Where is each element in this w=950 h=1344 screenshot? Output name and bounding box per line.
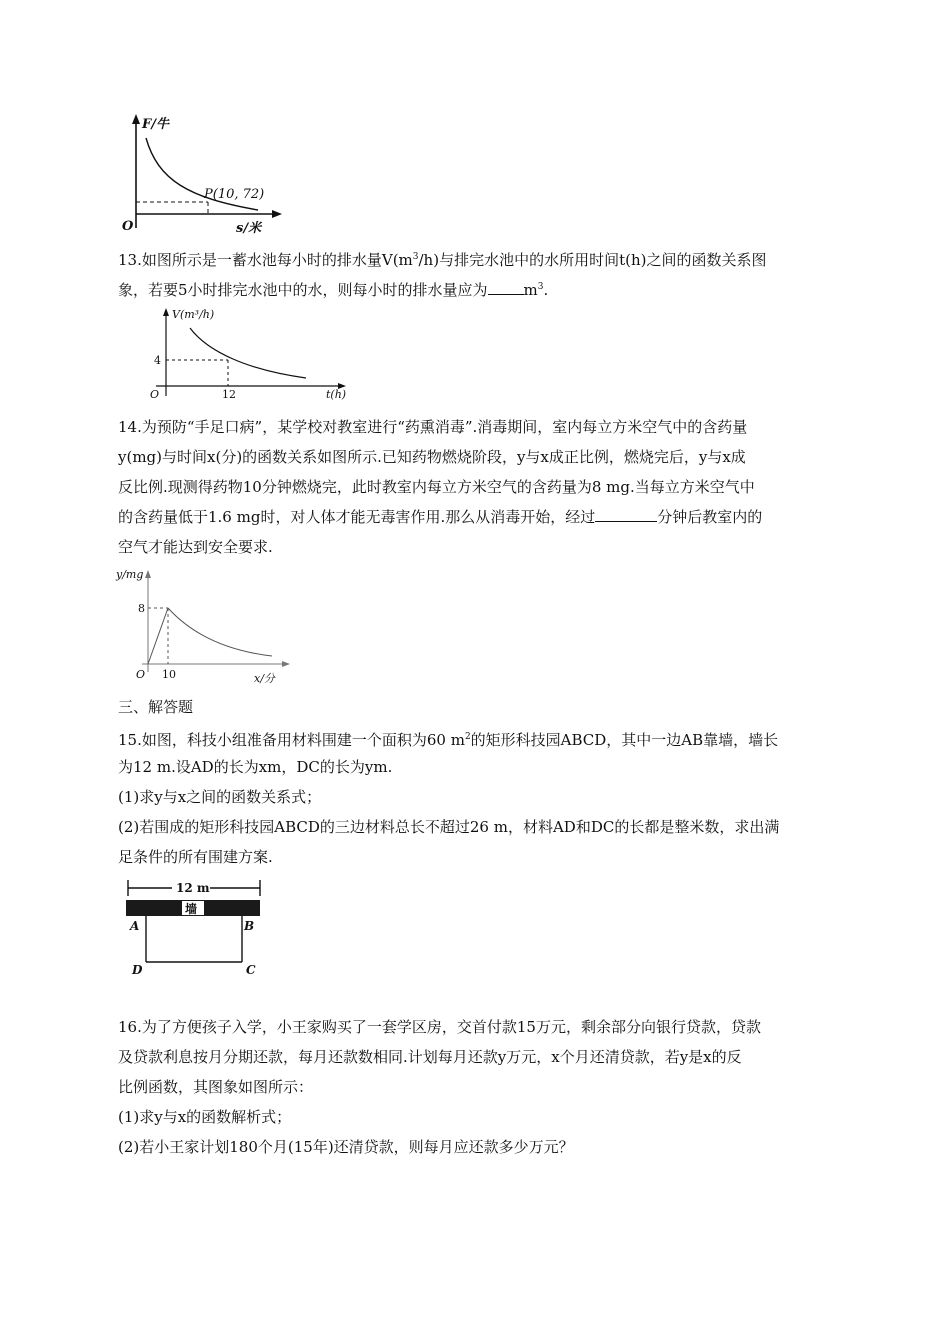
- figure-y-x-graph: [116, 568, 296, 688]
- q15-line1-sup: 2: [464, 732, 471, 742]
- vertex-b: B: [244, 919, 255, 933]
- q14-line4-b: 分钟后教室内的: [657, 508, 763, 526]
- y-axis-label: y/mg: [116, 568, 144, 581]
- answer-blank[interactable]: [595, 503, 657, 522]
- q13-text-b: /h)与排完水池中的水所用时间t(h)之间的函数关系图: [418, 251, 767, 269]
- x-tick-label: 12: [222, 388, 236, 401]
- q15-line2: 为12 m.设AD的长为xm，DC的长为ym.: [118, 758, 393, 776]
- q13-line2-b: m: [523, 281, 538, 299]
- q13-text-a: 13.如图所示是一蓄水池每小时的排水量V(m: [118, 251, 413, 269]
- x-axis-arrow: [272, 210, 282, 218]
- origin-label: O: [150, 388, 160, 401]
- q16-part1: (1)求y与x的函数解析式；: [118, 1108, 292, 1126]
- y-axis-arrow: [163, 308, 169, 316]
- x-axis-label: t(h): [326, 388, 347, 401]
- q13-line2-sup: 3: [537, 282, 544, 292]
- q15-line1-b: 的矩形科技园ABCD，其中一边AB靠墙，墙长: [470, 731, 779, 749]
- origin-label: O: [122, 219, 134, 234]
- x-tick-label: 10: [162, 668, 176, 681]
- origin-label: O: [136, 668, 146, 681]
- x-axis-label: x/分: [254, 672, 275, 685]
- y-axis-label: V(m³/h): [172, 308, 215, 321]
- figure-v-t-graph: [148, 306, 368, 401]
- wall-label: 墙: [185, 902, 198, 916]
- q14-line5: 空气才能达到安全要求.: [118, 538, 273, 556]
- q15-line1: [118, 722, 834, 755]
- hyperbola-curve: [190, 328, 306, 378]
- q13-line1: [118, 242, 834, 275]
- y-tick-label: 8: [138, 602, 145, 615]
- figure-f-s-graph: [118, 110, 288, 235]
- q13-line2-c: .: [543, 281, 549, 299]
- vertex-a: A: [130, 919, 140, 933]
- vertex-d: D: [132, 963, 143, 977]
- answer-blank[interactable]: [488, 276, 524, 295]
- q15-part2a: (2)若围成的矩形科技园ABCD的三边材料总长不超过26 m，材料AD和DC的长都是整米数，求出满: [118, 818, 780, 836]
- q14-line2: y(mg)与时间x(分)的函数关系如图所示.已知药物燃烧阶段，y与x成正比例，燃烧完后，y与x成: [118, 448, 746, 466]
- q13-line2-a: 象，若要5小时排完水池中的水，则每小时的排水量应为: [118, 281, 488, 299]
- x-axis-label: s/米: [236, 221, 262, 236]
- q14-line4: [118, 502, 834, 532]
- q15-part1: (1)求y与x之间的函数关系式；: [118, 788, 322, 806]
- section-heading: 三、解答题: [118, 698, 194, 716]
- proportional-segment: [148, 608, 168, 664]
- y-tick-label: 4: [154, 354, 161, 367]
- y-axis-arrow: [145, 570, 151, 578]
- wall-length-label: 12 m: [176, 881, 210, 895]
- q15-line1-a: 15.如图，科技小组准备用材料围建一个面积为60 m: [118, 731, 465, 749]
- q15-part2b: 足条件的所有围建方案.: [118, 848, 273, 866]
- q14-line1: 14.为预防“手足口病”，某学校对教室进行“药熏消毒”.消毒期间，室内每立方米空气中的含药量: [118, 418, 748, 436]
- q16-line2: 及贷款利息按月分期还款，每月还款数相同.计划每月还款y万元，x个月还清贷款，若y是x的反: [118, 1048, 742, 1066]
- vertex-c: C: [246, 963, 256, 977]
- q14-line4-a: 的含药量低于1.6 mg时，对人体才能无毒害作用.那么从消毒开始，经过: [118, 508, 596, 526]
- q13-line2: [118, 272, 834, 305]
- hyperbola-curve: [168, 608, 272, 656]
- q14-line3: 反比例.现测得药物10分钟燃烧完，此时教室内每立方米空气的含药量为8 mg.当每立方米空气中: [118, 478, 755, 496]
- q16-line3: 比例函数，其图象如图所示：: [118, 1078, 314, 1096]
- figure-rectangle-garden: [124, 878, 274, 978]
- x-axis-arrow: [282, 661, 290, 667]
- y-axis-arrow: [132, 114, 140, 124]
- q16-part2: (2)若小王家计划180个月(15年)还清贷款，则每月应还款多少万元？: [118, 1138, 574, 1156]
- y-axis-label: F/牛: [142, 117, 169, 132]
- point-label: P(10, 72): [204, 187, 265, 202]
- q13-sup: 3: [412, 252, 419, 262]
- q16-line1: 16.为了方便孩子入学，小王家购买了一套学区房，交首付款15万元，剩余部分向银行贷款，贷款: [118, 1018, 761, 1036]
